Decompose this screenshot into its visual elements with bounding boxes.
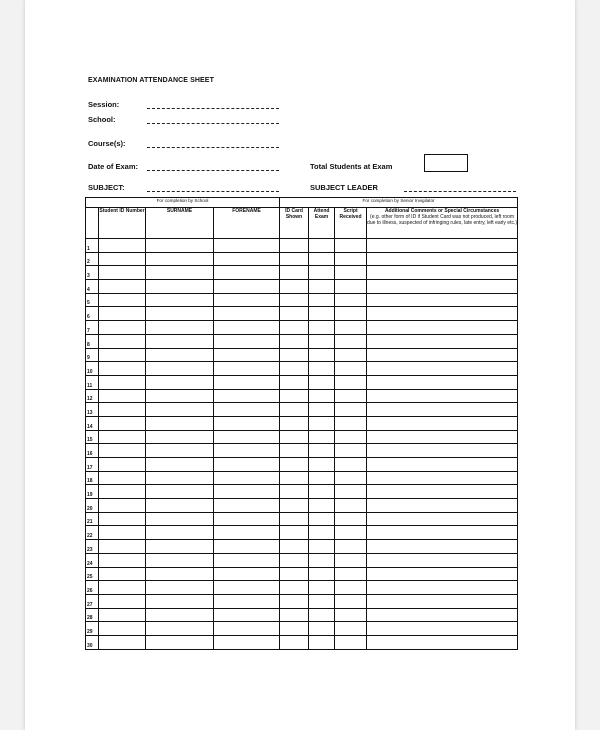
comments-cell[interactable] (367, 293, 518, 307)
forename-cell[interactable] (214, 635, 280, 649)
attend-cell[interactable] (309, 403, 335, 417)
forename-header: FORENAME (214, 208, 280, 239)
forename-cell[interactable] (214, 458, 280, 472)
student-id-cell[interactable] (99, 512, 146, 526)
attend-cell[interactable] (309, 266, 335, 280)
surname-cell[interactable] (146, 471, 214, 485)
forename-cell[interactable] (214, 471, 280, 485)
script-cell[interactable] (335, 348, 367, 362)
surname-cell[interactable] (146, 581, 214, 595)
forename-cell[interactable] (214, 553, 280, 567)
student-id-cell[interactable] (99, 252, 146, 266)
table-row (86, 594, 518, 608)
comments-cell[interactable] (367, 389, 518, 403)
attend-cell[interactable] (309, 239, 335, 253)
row-number: 18 (86, 471, 99, 485)
id-card-cell[interactable] (280, 293, 309, 307)
student-id-cell[interactable] (99, 553, 146, 567)
forename-cell[interactable] (214, 321, 280, 335)
script-cell[interactable] (335, 567, 367, 581)
table-row (86, 526, 518, 540)
table-row (86, 444, 518, 458)
date-of-exam-label: Date of Exam: (88, 162, 139, 171)
forename-cell[interactable] (214, 239, 280, 253)
surname-cell[interactable] (146, 635, 214, 649)
id-card-cell[interactable] (280, 471, 309, 485)
attend-cell[interactable] (309, 499, 335, 513)
forename-cell[interactable] (214, 416, 280, 430)
script-cell[interactable] (335, 622, 367, 636)
surname-cell[interactable] (146, 403, 214, 417)
comments-cell[interactable] (367, 458, 518, 472)
surname-cell[interactable] (146, 430, 214, 444)
student-id-cell[interactable] (99, 608, 146, 622)
table-row (86, 499, 518, 513)
surname-cell[interactable] (146, 293, 214, 307)
table-row (86, 334, 518, 348)
row-number: 14 (86, 416, 99, 430)
row-number: 28 (86, 608, 99, 622)
attend-header: Attend Exam (309, 208, 335, 239)
id-card-cell[interactable] (280, 403, 309, 417)
attend-cell[interactable] (309, 594, 335, 608)
script-cell[interactable] (335, 471, 367, 485)
id-card-cell[interactable] (280, 526, 309, 540)
table-row (86, 389, 518, 403)
table-row (86, 608, 518, 622)
row-number: 23 (86, 540, 99, 554)
attend-cell[interactable] (309, 416, 335, 430)
comments-cell[interactable] (367, 348, 518, 362)
row-number-header (86, 208, 99, 239)
id-card-cell[interactable] (280, 458, 309, 472)
row-number: 4 (86, 280, 99, 294)
row-number: 1 (86, 239, 99, 253)
student-id-cell[interactable] (99, 280, 146, 294)
table-row (86, 635, 518, 649)
student-id-header: Student ID Number (99, 208, 146, 239)
subject-label: SUBJECT: (88, 183, 125, 192)
attend-cell[interactable] (309, 553, 335, 567)
script-cell[interactable] (335, 239, 367, 253)
surname-cell[interactable] (146, 280, 214, 294)
script-cell[interactable] (335, 512, 367, 526)
attend-cell[interactable] (309, 321, 335, 335)
student-id-cell[interactable] (99, 430, 146, 444)
surname-cell[interactable] (146, 362, 214, 376)
table-row (86, 266, 518, 280)
forename-cell[interactable] (214, 252, 280, 266)
surname-cell[interactable] (146, 444, 214, 458)
table-row (86, 375, 518, 389)
id-card-cell[interactable] (280, 622, 309, 636)
attend-cell[interactable] (309, 252, 335, 266)
attend-cell[interactable] (309, 293, 335, 307)
surname-cell[interactable] (146, 540, 214, 554)
row-number: 25 (86, 567, 99, 581)
forename-cell[interactable] (214, 334, 280, 348)
id-card-cell[interactable] (280, 362, 309, 376)
student-id-cell[interactable] (99, 293, 146, 307)
script-cell[interactable] (335, 403, 367, 417)
comments-cell[interactable] (367, 375, 518, 389)
attend-cell[interactable] (309, 458, 335, 472)
id-card-cell[interactable] (280, 499, 309, 513)
id-card-cell[interactable] (280, 594, 309, 608)
table-row (86, 403, 518, 417)
table-row (86, 280, 518, 294)
student-id-cell[interactable] (99, 416, 146, 430)
table-row (86, 471, 518, 485)
id-card-cell[interactable] (280, 540, 309, 554)
script-cell[interactable] (335, 526, 367, 540)
table-row (86, 458, 518, 472)
script-cell[interactable] (335, 307, 367, 321)
id-card-cell[interactable] (280, 280, 309, 294)
school-label: School: (88, 115, 116, 124)
attend-cell[interactable] (309, 362, 335, 376)
forename-cell[interactable] (214, 581, 280, 595)
row-number: 3 (86, 266, 99, 280)
table-row (86, 430, 518, 444)
comments-cell[interactable] (367, 608, 518, 622)
school-field[interactable] (147, 123, 279, 124)
attend-cell[interactable] (309, 512, 335, 526)
attend-cell[interactable] (309, 444, 335, 458)
comments-cell[interactable] (367, 553, 518, 567)
forename-cell[interactable] (214, 485, 280, 499)
comments-cell[interactable] (367, 485, 518, 499)
student-id-cell[interactable] (99, 622, 146, 636)
id-card-cell[interactable] (280, 430, 309, 444)
surname-cell[interactable] (146, 512, 214, 526)
table-row (86, 567, 518, 581)
comments-cell[interactable] (367, 622, 518, 636)
forename-cell[interactable] (214, 293, 280, 307)
student-id-cell[interactable] (99, 458, 146, 472)
comments-cell[interactable] (367, 540, 518, 554)
row-number: 17 (86, 458, 99, 472)
script-cell[interactable] (335, 362, 367, 376)
comments-cell[interactable] (367, 334, 518, 348)
row-number: 30 (86, 635, 99, 649)
script-cell[interactable] (335, 553, 367, 567)
id-card-cell[interactable] (280, 239, 309, 253)
student-id-cell[interactable] (99, 499, 146, 513)
attend-cell[interactable] (309, 608, 335, 622)
forename-cell[interactable] (214, 389, 280, 403)
student-id-cell[interactable] (99, 635, 146, 649)
comments-cell[interactable] (367, 252, 518, 266)
student-id-cell[interactable] (99, 540, 146, 554)
table-row (86, 293, 518, 307)
student-id-cell[interactable] (99, 444, 146, 458)
script-cell[interactable] (335, 375, 367, 389)
id-card-cell[interactable] (280, 635, 309, 649)
attend-cell[interactable] (309, 348, 335, 362)
script-cell[interactable] (335, 444, 367, 458)
id-card-cell[interactable] (280, 567, 309, 581)
row-number: 19 (86, 485, 99, 499)
forename-cell[interactable] (214, 622, 280, 636)
script-cell[interactable] (335, 266, 367, 280)
forename-cell[interactable] (214, 499, 280, 513)
script-cell[interactable] (335, 334, 367, 348)
forename-cell[interactable] (214, 512, 280, 526)
script-cell[interactable] (335, 389, 367, 403)
attend-cell[interactable] (309, 526, 335, 540)
surname-cell[interactable] (146, 334, 214, 348)
surname-cell[interactable] (146, 239, 214, 253)
student-id-cell[interactable] (99, 471, 146, 485)
student-id-cell[interactable] (99, 375, 146, 389)
table-row (86, 485, 518, 499)
comments-cell[interactable] (367, 526, 518, 540)
table-row (86, 362, 518, 376)
id-card-cell[interactable] (280, 512, 309, 526)
surname-header: SURNAME (146, 208, 214, 239)
attendance-table (85, 197, 518, 650)
comments-cell[interactable] (367, 307, 518, 321)
id-card-cell[interactable] (280, 321, 309, 335)
surname-cell[interactable] (146, 348, 214, 362)
id-card-cell[interactable] (280, 348, 309, 362)
attend-cell[interactable] (309, 622, 335, 636)
row-number: 6 (86, 307, 99, 321)
id-card-cell[interactable] (280, 581, 309, 595)
section-invigilator-header: For completion by Senior Invigilator (280, 198, 518, 208)
forename-cell[interactable] (214, 526, 280, 540)
forename-cell[interactable] (214, 403, 280, 417)
surname-cell[interactable] (146, 567, 214, 581)
comments-title: Additional Comments or Special Circumstances (384, 208, 500, 214)
comments-cell[interactable] (367, 430, 518, 444)
surname-cell[interactable] (146, 389, 214, 403)
forename-cell[interactable] (214, 362, 280, 376)
table-row (86, 252, 518, 266)
row-number: 21 (86, 512, 99, 526)
script-cell[interactable] (335, 635, 367, 649)
attend-cell[interactable] (309, 471, 335, 485)
script-cell[interactable] (335, 252, 367, 266)
forename-cell[interactable] (214, 540, 280, 554)
table-row (86, 416, 518, 430)
surname-cell[interactable] (146, 485, 214, 499)
table-row (86, 321, 518, 335)
id-card-cell[interactable] (280, 608, 309, 622)
forename-cell[interactable] (214, 280, 280, 294)
surname-cell[interactable] (146, 416, 214, 430)
student-id-cell[interactable] (99, 266, 146, 280)
student-id-cell[interactable] (99, 581, 146, 595)
script-cell[interactable] (335, 485, 367, 499)
attend-cell[interactable] (309, 375, 335, 389)
forename-cell[interactable] (214, 348, 280, 362)
comments-note: (e.g. other form of ID if Student Card was not produced, left room due to illness, suspected of infringing rules, late entry, left early etc.) (367, 214, 518, 226)
surname-cell[interactable] (146, 458, 214, 472)
attend-cell[interactable] (309, 334, 335, 348)
comments-cell[interactable] (367, 239, 518, 253)
forename-cell[interactable] (214, 375, 280, 389)
forename-cell[interactable] (214, 266, 280, 280)
total-students-box[interactable] (424, 154, 468, 172)
id-card-cell[interactable] (280, 416, 309, 430)
row-number: 24 (86, 553, 99, 567)
student-id-cell[interactable] (99, 334, 146, 348)
comments-cell[interactable] (367, 512, 518, 526)
comments-cell[interactable] (367, 403, 518, 417)
surname-cell[interactable] (146, 608, 214, 622)
forename-cell[interactable] (214, 594, 280, 608)
id-card-cell[interactable] (280, 307, 309, 321)
surname-cell[interactable] (146, 622, 214, 636)
comments-cell[interactable] (367, 416, 518, 430)
script-cell[interactable] (335, 458, 367, 472)
row-number: 9 (86, 348, 99, 362)
id-card-cell[interactable] (280, 334, 309, 348)
student-id-cell[interactable] (99, 526, 146, 540)
id-card-cell[interactable] (280, 553, 309, 567)
attend-cell[interactable] (309, 307, 335, 321)
script-cell[interactable] (335, 499, 367, 513)
id-card-cell[interactable] (280, 444, 309, 458)
comments-header (367, 208, 518, 239)
row-number: 22 (86, 526, 99, 540)
script-cell[interactable] (335, 280, 367, 294)
row-number: 2 (86, 252, 99, 266)
attendance-rows (86, 239, 518, 650)
script-cell[interactable] (335, 430, 367, 444)
comments-cell[interactable] (367, 499, 518, 513)
attend-cell[interactable] (309, 430, 335, 444)
student-id-cell[interactable] (99, 239, 146, 253)
surname-cell[interactable] (146, 321, 214, 335)
script-cell[interactable] (335, 594, 367, 608)
table-row (86, 239, 518, 253)
row-number: 5 (86, 293, 99, 307)
subject-leader-label: SUBJECT LEADER (310, 183, 378, 192)
surname-cell[interactable] (146, 594, 214, 608)
comments-cell[interactable] (367, 594, 518, 608)
comments-cell[interactable] (367, 280, 518, 294)
table-row (86, 540, 518, 554)
surname-cell[interactable] (146, 307, 214, 321)
forename-cell[interactable] (214, 307, 280, 321)
student-id-cell[interactable] (99, 485, 146, 499)
attend-cell[interactable] (309, 635, 335, 649)
row-number: 7 (86, 321, 99, 335)
id-card-header: ID Card Shown (280, 208, 309, 239)
row-number: 12 (86, 389, 99, 403)
student-id-cell[interactable] (99, 307, 146, 321)
courses-label: Course(s): (88, 139, 126, 148)
student-id-cell[interactable] (99, 567, 146, 581)
comments-cell[interactable] (367, 581, 518, 595)
forename-cell[interactable] (214, 444, 280, 458)
script-cell[interactable] (335, 581, 367, 595)
attend-cell[interactable] (309, 581, 335, 595)
script-header: Script Received (335, 208, 367, 239)
surname-cell[interactable] (146, 499, 214, 513)
row-number: 27 (86, 594, 99, 608)
student-id-cell[interactable] (99, 321, 146, 335)
comments-cell[interactable] (367, 266, 518, 280)
surname-cell[interactable] (146, 375, 214, 389)
comments-cell[interactable] (367, 321, 518, 335)
table-row (86, 581, 518, 595)
row-number: 13 (86, 403, 99, 417)
comments-cell[interactable] (367, 635, 518, 649)
surname-cell[interactable] (146, 252, 214, 266)
id-card-cell[interactable] (280, 485, 309, 499)
subject-field[interactable] (147, 191, 279, 192)
surname-cell[interactable] (146, 526, 214, 540)
section-school-header: For completion by School (86, 198, 280, 208)
courses-field[interactable] (147, 147, 279, 148)
attend-cell[interactable] (309, 567, 335, 581)
student-id-cell[interactable] (99, 403, 146, 417)
attend-cell[interactable] (309, 280, 335, 294)
table-row (86, 553, 518, 567)
forename-cell[interactable] (214, 608, 280, 622)
script-cell[interactable] (335, 321, 367, 335)
row-number: 15 (86, 430, 99, 444)
table-row (86, 622, 518, 636)
row-number: 26 (86, 581, 99, 595)
table-row (86, 512, 518, 526)
attend-cell[interactable] (309, 540, 335, 554)
table-row (86, 307, 518, 321)
forename-cell[interactable] (214, 567, 280, 581)
id-card-cell[interactable] (280, 375, 309, 389)
student-id-cell[interactable] (99, 389, 146, 403)
session-field[interactable] (147, 108, 279, 109)
forename-cell[interactable] (214, 430, 280, 444)
id-card-cell[interactable] (280, 266, 309, 280)
comments-cell[interactable] (367, 362, 518, 376)
id-card-cell[interactable] (280, 252, 309, 266)
id-card-cell[interactable] (280, 389, 309, 403)
row-number: 16 (86, 444, 99, 458)
attend-cell[interactable] (309, 485, 335, 499)
script-cell[interactable] (335, 416, 367, 430)
session-label: Session: (88, 100, 120, 109)
row-number: 11 (86, 375, 99, 389)
surname-cell[interactable] (146, 553, 214, 567)
student-id-cell[interactable] (99, 594, 146, 608)
sheet-title: EXAMINATION ATTENDANCE SHEET (88, 77, 214, 84)
row-number: 10 (86, 362, 99, 376)
surname-cell[interactable] (146, 266, 214, 280)
script-cell[interactable] (335, 540, 367, 554)
comments-cell[interactable] (367, 444, 518, 458)
row-number: 20 (86, 499, 99, 513)
comments-cell[interactable] (367, 567, 518, 581)
subject-leader-field[interactable] (404, 191, 516, 192)
total-students-label: Total Students at Exam (310, 162, 393, 171)
attend-cell[interactable] (309, 389, 335, 403)
row-number: 8 (86, 334, 99, 348)
row-number: 29 (86, 622, 99, 636)
script-cell[interactable] (335, 293, 367, 307)
comments-cell[interactable] (367, 471, 518, 485)
script-cell[interactable] (335, 608, 367, 622)
table-row (86, 348, 518, 362)
date-of-exam-field[interactable] (147, 170, 279, 171)
student-id-cell[interactable] (99, 362, 146, 376)
student-id-cell[interactable] (99, 348, 146, 362)
